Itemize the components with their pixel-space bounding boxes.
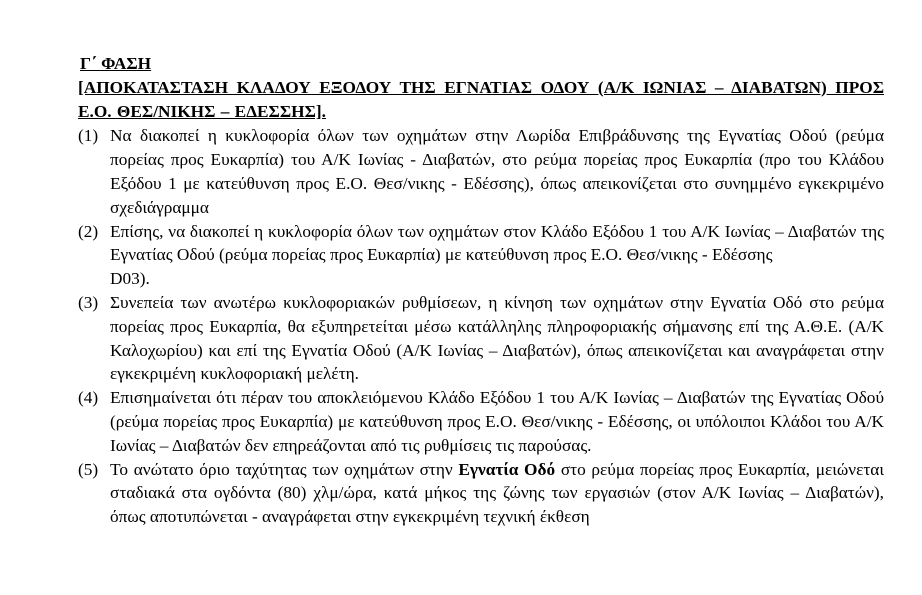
item-text: [110, 458, 884, 529]
item-text-part: Το ανώτατο όριο ταχύτητας των οχημάτων στην: [110, 459, 459, 479]
list-item: [78, 124, 884, 219]
item-number: (5): [78, 459, 99, 479]
item-text: Συνεπεία των ανωτέρω κυκλοφοριακών ρυθμίσεων, η κίνηση των οχημάτων στην Εγνατία Οδό στο ρεύμα πορείας προς Ευκαρπία, θα εξυπηρετείται μέσω κατάλληλης πληροφοριακής σήμανσης επί της Α.Θ.Ε. (Α/Κ Καλοχωρίου) και επί της Εγνατία Οδού (Α/Κ Ιωνίας – Διαβατών), όπως απεικονίζεται και αναγράφεται στην εγκεκριμένη κυκλοφοριακή μελέτη.: [110, 292, 884, 384]
item-text-part: στο ρεύμα πορείας προς Ευκαρπία, μειώνεται σταδιακά στα ογδόντα (80) χλμ/ώρα, κατά μήκος της ζώνης των εργασιών (στον Α/Κ Ιωνίας – Διαβατών), όπως αποτυπώνεται - αναγράφεται στην εγκεκριμένη τεχνική έκθεση: [110, 459, 884, 527]
item-number: (3): [78, 292, 99, 312]
item-text: Επισημαίνεται ότι πέραν του αποκλειόμενου Κλάδο Εξόδου 1 του Α/Κ Ιωνίας – Διαβατών της Εγνατίας Οδού (ρεύμα πορείας προς Ευκαρπία) με κατεύθυνση προς Ε.Ο. Θεσ/νικης - Εδέσσης, οι υπόλοιποι Κλάδοι του Α/Κ Ιωνίας – Διαβατών δεν επηρεάζονται από τις ρυθμίσεις τις παρούσας.: [110, 388, 884, 455]
list-item: [78, 458, 884, 529]
document-section: [78, 52, 884, 529]
item-number: (4): [78, 388, 99, 408]
item-text: Να διακοπεί η κυκλοφορία όλων των οχημάτων στην Λωρίδα Επιβράδυνσης της Εγνατίας Οδού (ρεύμα πορείας προς Ευκαρπία) του Α/Κ Ιωνίας - Διαβατών, στο ρεύμα πορείας προς Ευκαρπία (προ του Κλάδου Εξόδου 1 με κατεύθυνση προς Ε.Ο. Θεσ/νικης - Εδέσσης), όπως απεικονίζεται στο συνημμένο εγκεκριμένο σχεδιάγραμμα: [110, 126, 884, 217]
item-extra-line: D03).: [110, 269, 150, 289]
list-item: [78, 291, 884, 386]
item-number: (2): [78, 221, 99, 241]
numbered-list: [78, 124, 884, 529]
list-item: [78, 220, 884, 291]
item-number: (1): [78, 126, 99, 146]
emphasized-text: Εγνατία Οδό: [458, 459, 556, 479]
phase-title: Γ΄ ΦΑΣΗ: [80, 54, 152, 73]
list-item: [78, 386, 884, 457]
section-heading: [ΑΠΟΚΑΤΑΣΤΑΣΗ ΚΛΑΔΟΥ ΕΞΟΔΟΥ ΤΗΣ ΕΓΝΑΤΙΑΣ ΟΔΟΥ (Α/Κ ΙΩΝΙΑΣ – ΔΙΑΒΑΤΩΝ) ΠΡΟΣ Ε.Ο. ΘΕΣ/ΝΙΚΗΣ – ΕΔΕΣΣΗΣ].: [78, 77, 884, 121]
item-text: Επίσης, να διακοπεί η κυκλοφορία όλων των οχημάτων στον Κλάδο Εξόδου 1 του Α/Κ Ιωνίας – Διαβατών της Εγνατίας Οδού (ρεύμα πορείας προς Ευκαρπία) με κατεύθυνση προς Ε.Ο. Θεσ/νικης - Εδέσσης: [110, 221, 884, 265]
